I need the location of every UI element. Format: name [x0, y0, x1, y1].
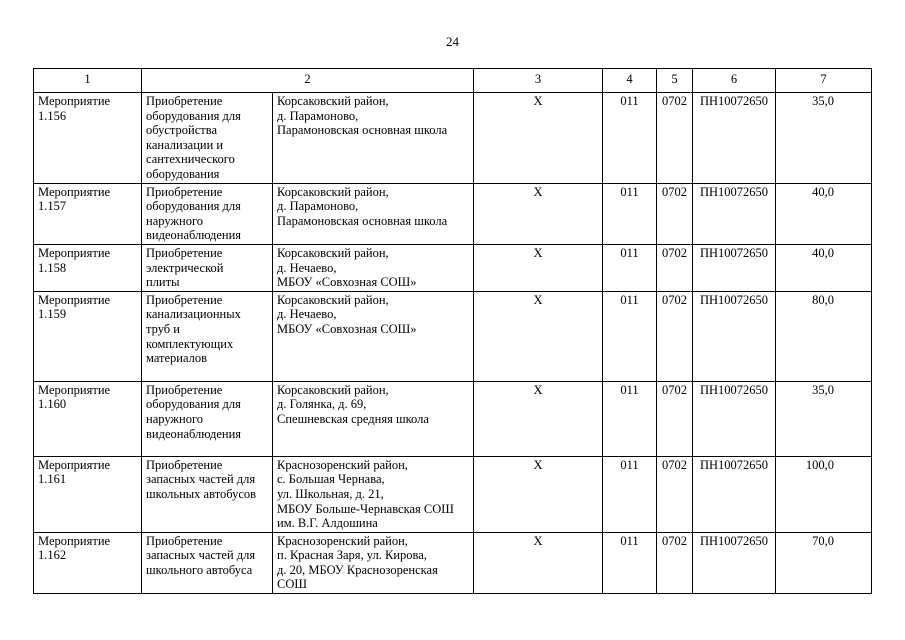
item-cell-line: сантехнического: [146, 152, 235, 167]
item-cell-line: запасных частей для: [146, 548, 256, 563]
event-cell: [34, 532, 142, 593]
location-cell-line: Корсаковский район,: [277, 292, 389, 307]
table-row: [34, 291, 872, 381]
location-cell: [273, 291, 474, 381]
item-cell-line: материалов: [146, 351, 208, 366]
header-cell: 3: [474, 69, 603, 93]
location-cell-line: с. Большая Чернава,: [277, 472, 385, 487]
item-cell-line: видеонаблюдения: [146, 426, 242, 441]
item-cell-line: Приобретение: [146, 94, 223, 108]
amount-cell: 35,0: [776, 381, 872, 456]
event-cell-line: Мероприятие: [38, 292, 111, 307]
col4-cell: 011: [603, 93, 657, 184]
col5-cell: 0702: [657, 456, 693, 532]
item-cell-line: труб и: [146, 321, 180, 336]
event-cell: [34, 183, 142, 244]
col6-cell: ПН10072650: [693, 381, 776, 456]
col4-cell: 011: [603, 456, 657, 532]
col4-cell: 011: [603, 291, 657, 381]
item-cell: [142, 244, 273, 291]
table-row: [34, 532, 872, 593]
header-cell: 2: [142, 69, 474, 93]
col5-cell: 0702: [657, 291, 693, 381]
item-cell-line: оборудования: [146, 166, 220, 181]
item-cell-line: школьных автобусов: [146, 486, 257, 501]
event-cell: [34, 291, 142, 381]
table-row: [34, 381, 872, 456]
header-cell: 1: [34, 69, 142, 93]
event-cell-line: Мероприятие: [38, 94, 111, 108]
location-cell-line: д. Нечаево,: [277, 307, 337, 322]
event-cell: [34, 244, 142, 291]
item-cell-line: запасных частей для: [146, 472, 256, 487]
item-cell-line: наружного: [146, 411, 204, 426]
header-cell: 5: [657, 69, 693, 93]
location-cell-line: МБОУ «Совхозная СОШ»: [277, 321, 417, 336]
event-cell-line: Мероприятие: [38, 245, 111, 260]
col4-cell: 011: [603, 183, 657, 244]
col4-cell: 011: [603, 381, 657, 456]
event-cell-line: 1.159: [38, 307, 67, 322]
col3-cell: Х: [474, 244, 603, 291]
amount-cell: 40,0: [776, 183, 872, 244]
item-cell-line: видеонаблюдения: [146, 228, 242, 243]
table-row: [34, 183, 872, 244]
location-cell: [273, 93, 474, 184]
header-cell: 7: [776, 69, 872, 93]
event-cell: [34, 456, 142, 532]
event-cell-line: 1.156: [38, 108, 67, 123]
col3-cell: Х: [474, 532, 603, 593]
location-cell-line: им. В.Г. Алдошина: [277, 516, 378, 531]
item-cell-line: комплектующих: [146, 336, 234, 351]
amount-cell: 40,0: [776, 244, 872, 291]
amount-cell: 80,0: [776, 291, 872, 381]
location-cell-line: д. Голянка, д. 69,: [277, 397, 367, 412]
amount-cell: 35,0: [776, 93, 872, 184]
location-cell-line: д. Нечаево,: [277, 260, 337, 275]
item-cell-line: оборудования для: [146, 199, 241, 214]
item-cell-line: Приобретение: [146, 292, 223, 307]
item-cell: [142, 532, 273, 593]
item-cell-line: оборудования для: [146, 108, 241, 123]
item-cell: [142, 183, 273, 244]
col6-cell: ПН10072650: [693, 244, 776, 291]
event-cell-line: 1.161: [38, 472, 67, 487]
location-cell-line: д. Парамоново,: [277, 199, 359, 214]
location-cell-line: д. Парамоново,: [277, 108, 359, 123]
event-cell-line: Мероприятие: [38, 184, 111, 199]
item-cell-line: Приобретение: [146, 382, 223, 397]
table-row: [34, 456, 872, 532]
event-cell-line: 1.160: [38, 397, 67, 412]
location-cell: [273, 244, 474, 291]
location-cell-line: МБОУ Больше-Чернавская СОШ: [277, 501, 454, 516]
col4-cell: 011: [603, 244, 657, 291]
location-cell-line: Корсаковский район,: [277, 245, 389, 260]
event-cell: [34, 93, 142, 184]
location-cell: [273, 456, 474, 532]
location-cell-line: Корсаковский район,: [277, 382, 389, 397]
col6-cell: ПН10072650: [693, 93, 776, 184]
item-cell-line: электрической: [146, 260, 224, 275]
location-cell-line: Парамоновская основная школа: [277, 123, 448, 138]
col6-cell: ПН10072650: [693, 456, 776, 532]
location-cell-line: Парамоновская основная школа: [277, 213, 448, 228]
event-cell-line: Мероприятие: [38, 457, 111, 472]
header-cell: 4: [603, 69, 657, 93]
col5-cell: 0702: [657, 381, 693, 456]
col5-cell: 0702: [657, 93, 693, 184]
location-cell-line: МБОУ «Совхозная СОШ»: [277, 275, 417, 290]
page-number: 24: [446, 34, 459, 49]
location-cell-line: Краснозоренский район,: [277, 457, 408, 472]
item-cell-line: канализации и: [146, 137, 224, 152]
location-cell-line: Корсаковский район,: [277, 184, 389, 199]
item-cell-line: Приобретение: [146, 457, 223, 472]
event-cell-line: 1.162: [38, 548, 67, 563]
location-cell-line: п. Красная Заря, ул. Кирова,: [277, 548, 427, 563]
col5-cell: 0702: [657, 244, 693, 291]
event-cell-line: 1.158: [38, 260, 67, 275]
col3-cell: Х: [474, 183, 603, 244]
location-cell: [273, 381, 474, 456]
item-cell-line: обустройства: [146, 123, 218, 138]
location-cell-line: СОШ: [277, 577, 307, 592]
col4-cell: 011: [603, 532, 657, 593]
item-cell: [142, 93, 273, 184]
col6-cell: ПН10072650: [693, 291, 776, 381]
location-cell: [273, 183, 474, 244]
amount-cell: 70,0: [776, 532, 872, 593]
item-cell-line: плиты: [146, 275, 180, 290]
col3-cell: Х: [474, 456, 603, 532]
col5-cell: 0702: [657, 532, 693, 593]
item-cell-line: канализационных: [146, 307, 241, 322]
location-cell-line: Корсаковский район,: [277, 94, 389, 108]
item-cell: [142, 456, 273, 532]
col6-cell: ПН10072650: [693, 532, 776, 593]
event-cell-line: Мероприятие: [38, 533, 111, 548]
event-cell-line: Мероприятие: [38, 382, 111, 397]
item-cell-line: наружного: [146, 213, 204, 228]
header-cell: 6: [693, 69, 776, 93]
item-cell-line: Приобретение: [146, 245, 223, 260]
budget-table: [33, 68, 872, 594]
table-row: [34, 93, 872, 184]
location-cell-line: Спешневская средняя школа: [277, 411, 429, 426]
item-cell-line: школьного автобуса: [146, 562, 253, 577]
table-header-row: [34, 69, 872, 93]
item-cell-line: оборудования для: [146, 397, 241, 412]
location-cell-line: д. 20, МБОУ Краснозоренская: [277, 562, 438, 577]
location-cell-line: Краснозоренский район,: [277, 533, 408, 548]
item-cell-line: Приобретение: [146, 184, 223, 199]
col5-cell: 0702: [657, 183, 693, 244]
table-row: [34, 244, 872, 291]
item-cell-line: Приобретение: [146, 533, 223, 548]
location-cell-line: ул. Школьная, д. 21,: [277, 486, 384, 501]
col3-cell: Х: [474, 291, 603, 381]
item-cell: [142, 381, 273, 456]
col3-cell: Х: [474, 381, 603, 456]
amount-cell: 100,0: [776, 456, 872, 532]
item-cell: [142, 291, 273, 381]
event-cell: [34, 381, 142, 456]
col6-cell: ПН10072650: [693, 183, 776, 244]
col3-cell: Х: [474, 93, 603, 184]
location-cell: [273, 532, 474, 593]
event-cell-line: 1.157: [38, 199, 67, 214]
